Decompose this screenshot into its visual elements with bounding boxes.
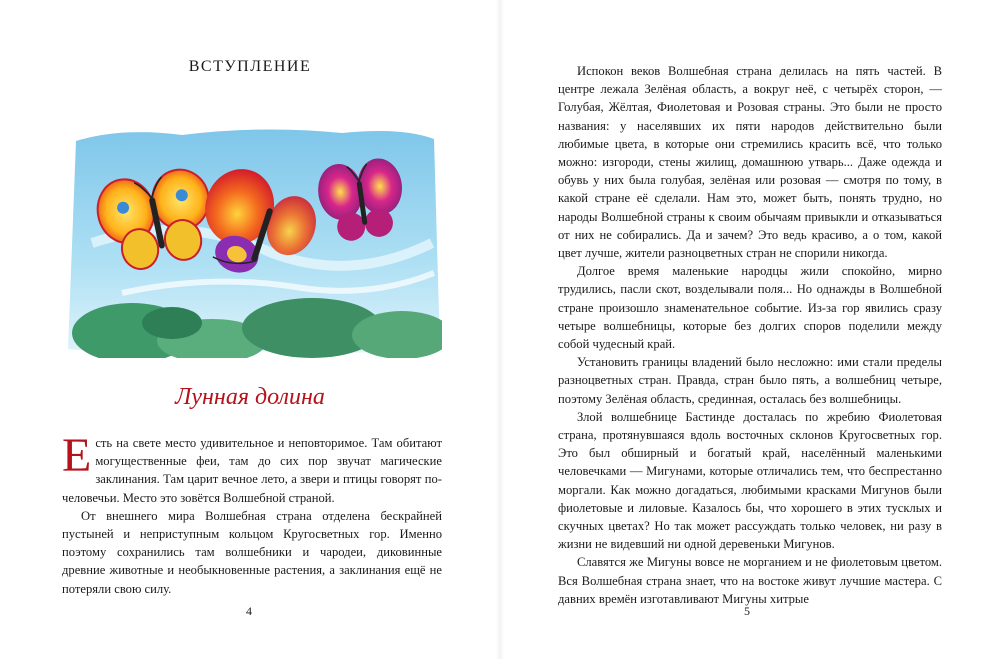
butterflies-illustration: [62, 123, 442, 358]
paragraph: Долгое время маленькие народцы жили спокойно, мирно трудились, пасли скот, возделывали поля... Но однажды в Волшебной стране произошло знаменательное событие. Из-за гор явились сразу четыре волшебницы, которые без долгих споров поделили между собой чудесный край.: [558, 264, 942, 352]
right-page: [500, 0, 1000, 659]
paragraph-text: сть на свете место удивительное и неповторимое. Там обитают могущественные феи, там до сих пор звучат магические заклинания. Там царит вечное лето, а звери и птицы говорят по-человечьи. Место это зовётся Волшебной страной.: [62, 436, 442, 505]
paragraph: Установить границы владений было несложно: ими стали пределы разноцветных стран. Правда, стран было пять, а волшебниц четыре, поэтому Зелёная область, срединная, осталась без волшебницы.: [558, 355, 942, 406]
paragraph: Злой волшебнице Бастинде досталась по жребию Фиолетовая страна, протянувшаяся вдоль восточных склонов Кругосветных гор. Это был обширный и богатый край, населённый маленькими человечками — Мигунами, которые отличались тем, что беспрестанно моргали. Как можно догадаться, любимыми красками Мигунов были фиолетовые и лиловые. Казалось бы, что хорошего в этих тусклых и скучных цветах? Но так может рассуждать только человек, ни разу в жизни не видевший ни одной деревеньки Мигунов.: [558, 409, 942, 552]
page-number: 5: [744, 604, 750, 618]
chapter-title: Лунная долина: [175, 384, 325, 410]
paragraph: [62, 429, 442, 507]
paragraph: Славятся же Мигуны вовсе не морганием и не фиолетовым цветом. Вся Волшебная страна знает, что на востоке живут лучшие мастера. С давних времён изготавливают Мигуны хитрые: [558, 555, 942, 606]
paragraph: Испокон веков Волшебная страна делилась на пять частей. В центре лежала Зелёная область, а вокруг неё, с четырёх сторон, — Голубая, Жёлтая, Фиолетовая и Розовая страны. Это были не просто названия: у населявших их пяти народов действительно были любимые цвета, в которые они стремились красить всё, что только можно: изгороди, стены жилищ, домашнюю утварь... Даже одежда и обувь у них была голубая, зелёная или розовая — смотря по тому, в какой стране её сделали. Нам это, может быть, понять трудно, но народы Волшебной страны к своим обычаям привыкли и отказываться от них не собирались. Да и зачем? Это ведь красиво, а о том, какой цвет лучше, жители разноцветных стран не спорили никогда.: [558, 64, 942, 261]
section-title: ВСТУПЛЕНИЕ: [188, 58, 312, 75]
left-body-text: [62, 429, 442, 598]
drop-cap: Е: [62, 429, 92, 482]
right-body-text: [558, 62, 942, 608]
paragraph: От внешнего мира Волшебная страна отделена бескрайней пустыней и неприступным кольцом Кругосветных гор. Именно поэтому сохранились там волшебники и чародеи, диковинные древние животные и необыкновенные растения, а заклинания ещё не потеряли свою силу.: [62, 508, 442, 596]
page-number: 4: [246, 604, 252, 618]
